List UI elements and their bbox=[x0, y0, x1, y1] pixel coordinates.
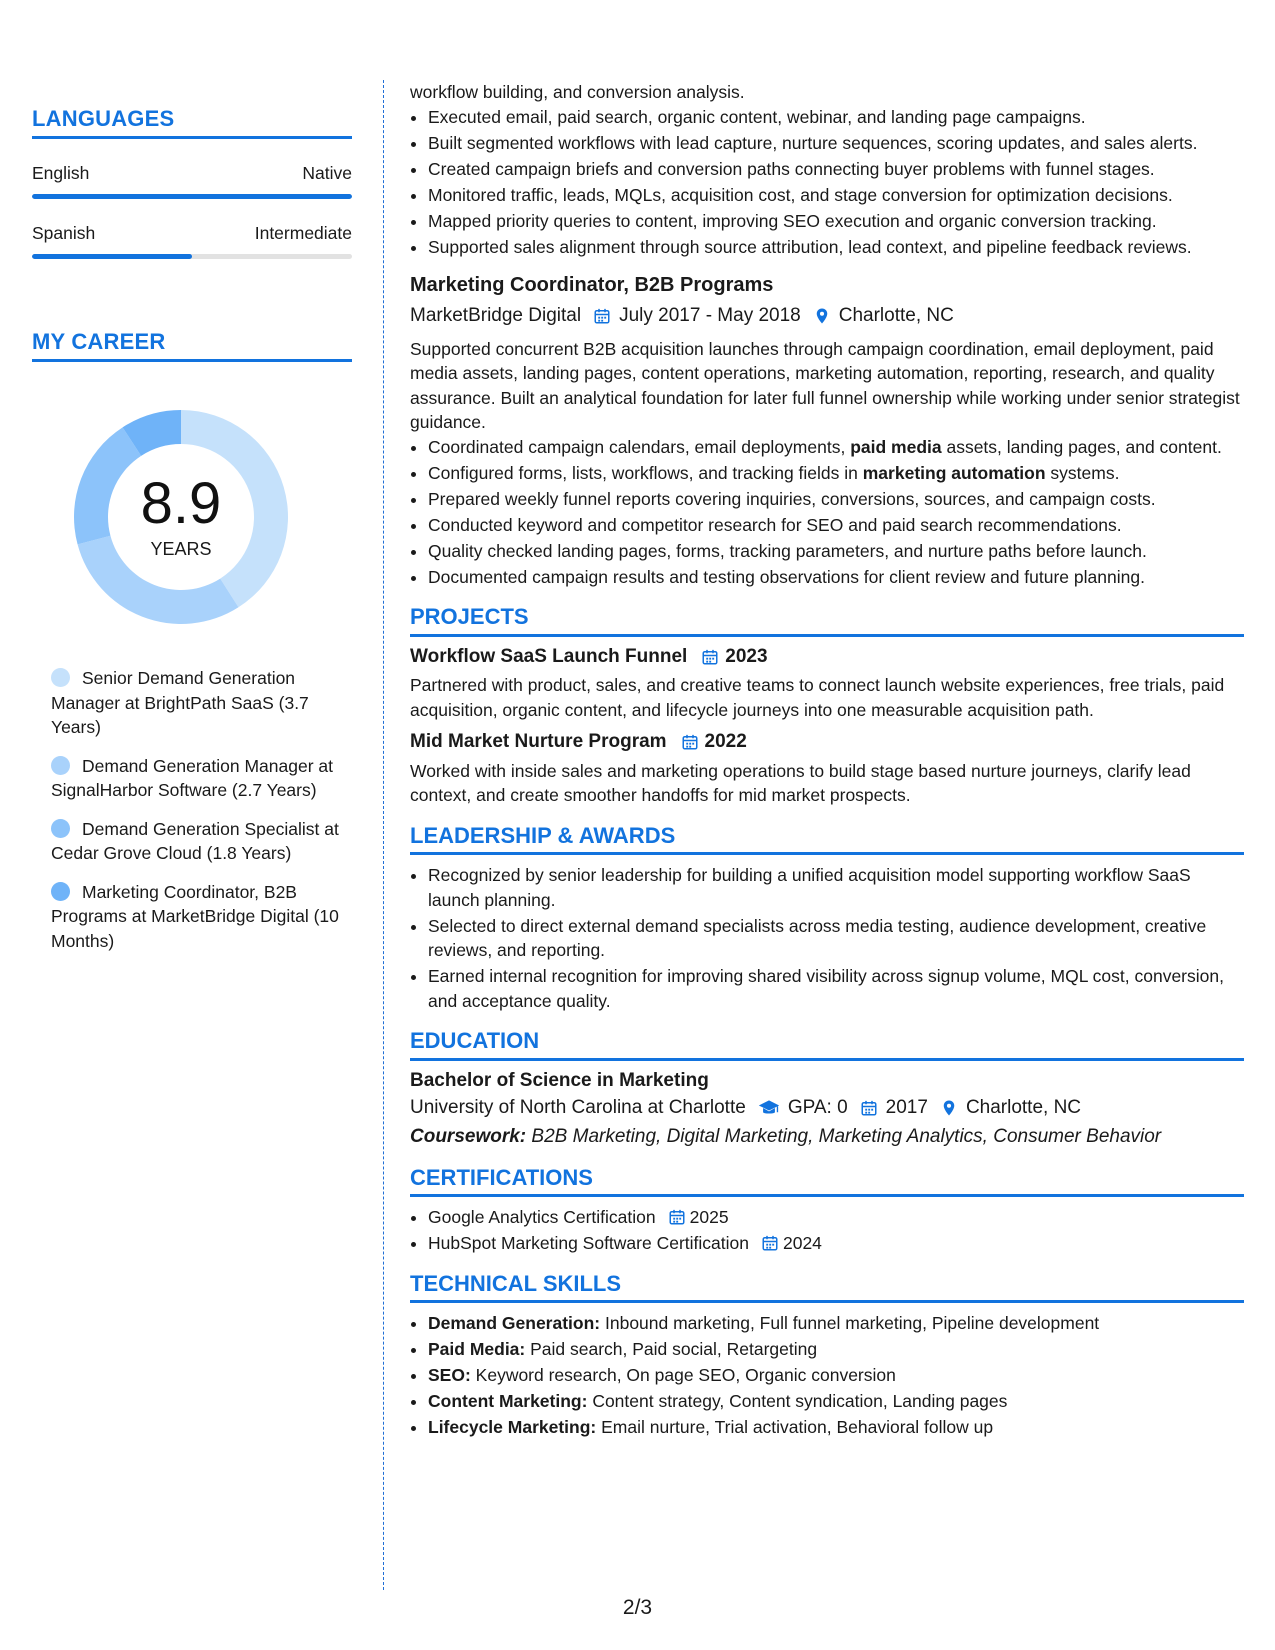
job-company: MarketBridge Digital bbox=[410, 304, 582, 326]
project-item bbox=[410, 730, 1244, 808]
job-bullet: • Conducted keyword and competitor research for SEO and paid search recommendations. bbox=[428, 513, 1244, 538]
certifications-heading: CERTIFICATIONS bbox=[410, 1166, 1244, 1198]
leadership-bullet: • Selected to direct external demand specialists across media testing, audience development, creative reviews, and reporting. bbox=[428, 914, 1244, 963]
skill-item: • Demand Generation: Inbound marketing, Full funnel marketing, Pipeline development bbox=[428, 1311, 1244, 1336]
leadership-bullets bbox=[410, 863, 1244, 1013]
career-total-years: 8.9 bbox=[140, 470, 222, 536]
career-heading: MY CAREER bbox=[32, 329, 352, 362]
sidebar bbox=[32, 0, 352, 967]
skill-item: • Lifecycle Marketing: Email nurture, Trial activation, Behavioral follow up bbox=[428, 1415, 1244, 1440]
certification-year: 2024 bbox=[782, 1233, 822, 1253]
language-proficiency-fill bbox=[32, 194, 352, 199]
language-proficiency-bar bbox=[32, 254, 352, 259]
calendar-icon bbox=[593, 307, 611, 325]
job-dates: July 2017 - May 2018 bbox=[619, 304, 801, 326]
job-bullet: • Prepared weekly funnel reports covering inquiries, conversions, sources, and campaign costs. bbox=[428, 487, 1244, 512]
experience-continued bbox=[410, 80, 1244, 259]
certification-list bbox=[410, 1205, 1244, 1256]
career-legend bbox=[32, 666, 352, 953]
certification-name: • Google Analytics Certification bbox=[428, 1207, 656, 1227]
education-coursework: Coursework: B2B Marketing, Digital Marketing, Marketing Analytics, Consumer Behavior bbox=[410, 1126, 1162, 1147]
legend-dot-icon bbox=[51, 756, 70, 775]
experience-bullet: • Built segmented workflows with lead capture, nurture sequences, scoring updates, and sales alerts. bbox=[428, 131, 1244, 156]
skills-section bbox=[410, 1272, 1244, 1440]
career-legend-item bbox=[51, 817, 352, 866]
career-section bbox=[32, 329, 352, 953]
skill-item: • Content Marketing: Content strategy, Content syndication, Landing pages bbox=[428, 1389, 1244, 1414]
language-proficiency-fill bbox=[32, 254, 192, 259]
legend-dot-icon bbox=[51, 668, 70, 687]
legend-dot-icon bbox=[51, 819, 70, 838]
experience-bullet: • Mapped priority queries to content, improving SEO execution and organic conversion tracking. bbox=[428, 209, 1244, 234]
calendar-icon bbox=[761, 1234, 779, 1252]
education-location: Charlotte, NC bbox=[965, 1097, 1082, 1118]
certification-item bbox=[428, 1205, 1244, 1230]
education-gpa: GPA: 0 bbox=[787, 1097, 848, 1118]
experience-bullet: • Supported sales alignment through source attribution, lead context, and pipeline feedback reviews. bbox=[428, 235, 1244, 260]
language-item bbox=[32, 163, 352, 199]
job-summary: Supported concurrent B2B acquisition launches through campaign coordination, email deployment, paid media assets, landing pages, content operations, marketing automation, reporting, research, and quality assurance. Built an analytical foundation for later full funnel ownership while working under senior strategist guidance. bbox=[410, 338, 1240, 432]
experience-bullet: • Monitored traffic, leads, MQLs, acquisition cost, and stage conversion for optimization decisions. bbox=[428, 183, 1244, 208]
project-year: 2023 bbox=[725, 645, 768, 667]
education-year: 2017 bbox=[885, 1097, 928, 1118]
languages-heading: LANGUAGES bbox=[32, 106, 352, 139]
career-legend-item bbox=[51, 754, 352, 803]
language-level: Native bbox=[302, 163, 352, 183]
certification-year: 2025 bbox=[689, 1207, 729, 1227]
main-content bbox=[410, 80, 1244, 1441]
education-heading: EDUCATION bbox=[410, 1029, 1244, 1061]
education-school: University of North Carolina at Charlotte bbox=[410, 1097, 746, 1118]
calendar-icon bbox=[681, 733, 699, 751]
career-legend-item bbox=[51, 666, 352, 740]
job-bullet: • Configured forms, lists, workflows, and tracking fields in marketing automation systems. bbox=[428, 461, 1244, 486]
languages-section bbox=[32, 106, 352, 259]
career-role-label: Senior Demand Generation Manager at BrightPath SaaS (3.7 Years) bbox=[51, 668, 309, 737]
job-bullet: • Quality checked landing pages, forms, tracking parameters, and nurture paths before launch. bbox=[428, 539, 1244, 564]
leadership-bullet: • Earned internal recognition for improving shared visibility across signup volume, MQL cost, conversion, and acceptance quality. bbox=[428, 964, 1244, 1013]
leadership-heading: LEADERSHIP & AWARDS bbox=[410, 824, 1244, 856]
certification-item bbox=[428, 1231, 1244, 1256]
job-bullet: • Coordinated campaign calendars, email deployments, paid media assets, landing pages, and content. bbox=[428, 435, 1244, 460]
skills-list bbox=[410, 1311, 1244, 1440]
career-donut-chart bbox=[66, 402, 296, 632]
education-meta bbox=[410, 1095, 1244, 1121]
job-location: Charlotte, NC bbox=[838, 304, 954, 326]
project-item bbox=[410, 645, 1244, 723]
project-title: Workflow SaaS Launch Funnel bbox=[410, 645, 688, 667]
education-degree: Bachelor of Science in Marketing bbox=[410, 1069, 709, 1091]
legend-dot-icon bbox=[51, 882, 70, 901]
job-entry bbox=[410, 273, 1244, 589]
skills-heading: TECHNICAL SKILLS bbox=[410, 1272, 1244, 1304]
projects-section bbox=[410, 605, 1244, 808]
project-year: 2022 bbox=[704, 731, 747, 752]
graduation-cap-icon bbox=[758, 1099, 780, 1117]
experience-lead-line: workflow building, and conversion analysis. bbox=[410, 82, 745, 102]
language-proficiency-bar bbox=[32, 194, 352, 199]
job-bullets bbox=[410, 435, 1244, 590]
career-legend-item bbox=[51, 880, 352, 954]
page-number: 2/3 bbox=[622, 1596, 653, 1619]
job-bullet: • Documented campaign results and testing observations for client review and future planning. bbox=[428, 565, 1244, 590]
language-level: Intermediate bbox=[254, 223, 352, 243]
experience-bullet: • Created campaign briefs and conversion paths connecting buyer problems with funnel stages. bbox=[428, 157, 1244, 182]
education-section bbox=[410, 1029, 1244, 1150]
projects-heading: PROJECTS bbox=[410, 605, 1244, 637]
location-pin-icon bbox=[940, 1099, 958, 1117]
job-meta bbox=[410, 303, 1244, 329]
leadership-section bbox=[410, 824, 1244, 1014]
project-title: Mid Market Nurture Program bbox=[410, 731, 667, 752]
column-divider bbox=[383, 80, 384, 1590]
skill-item: • SEO: Keyword research, On page SEO, Organic conversion bbox=[428, 1363, 1244, 1388]
language-item bbox=[32, 223, 352, 259]
job-title: Marketing Coordinator, B2B Programs bbox=[410, 274, 774, 296]
career-total-unit: YEARS bbox=[150, 538, 212, 559]
location-pin-icon bbox=[813, 307, 831, 325]
certification-name: • HubSpot Marketing Software Certification bbox=[428, 1233, 749, 1253]
career-role-label: Demand Generation Manager at SignalHarbor Software (2.7 Years) bbox=[51, 755, 333, 800]
experience-bullets bbox=[410, 105, 1244, 260]
certifications-section bbox=[410, 1166, 1244, 1256]
project-description: Worked with inside sales and marketing operations to build stage based nurture journeys, clarify lead context, and create smoother handoffs for mid market prospects. bbox=[410, 760, 1191, 805]
calendar-icon bbox=[668, 1208, 686, 1226]
experience-bullet: • Executed email, paid search, organic content, webinar, and landing page campaigns. bbox=[428, 105, 1244, 130]
leadership-bullet: • Recognized by senior leadership for building a unified acquisition model supporting workflow SaaS launch planning. bbox=[428, 863, 1244, 912]
skill-item: • Paid Media: Paid search, Paid social, Retargeting bbox=[428, 1337, 1244, 1362]
career-role-label: Marketing Coordinator, B2B Programs at MarketBridge Digital (10 Months) bbox=[51, 881, 339, 951]
career-role-label: Demand Generation Specialist at Cedar Grove Cloud (1.8 Years) bbox=[51, 818, 339, 863]
language-name: English bbox=[32, 163, 90, 183]
language-name: Spanish bbox=[32, 223, 96, 243]
project-description: Partnered with product, sales, and creative teams to connect launch website experiences, free trials, paid acquisition, organic content, and lifecycle journeys into one measurable acquisition path. bbox=[410, 675, 1225, 720]
calendar-icon bbox=[701, 648, 719, 666]
calendar-icon bbox=[860, 1099, 878, 1117]
